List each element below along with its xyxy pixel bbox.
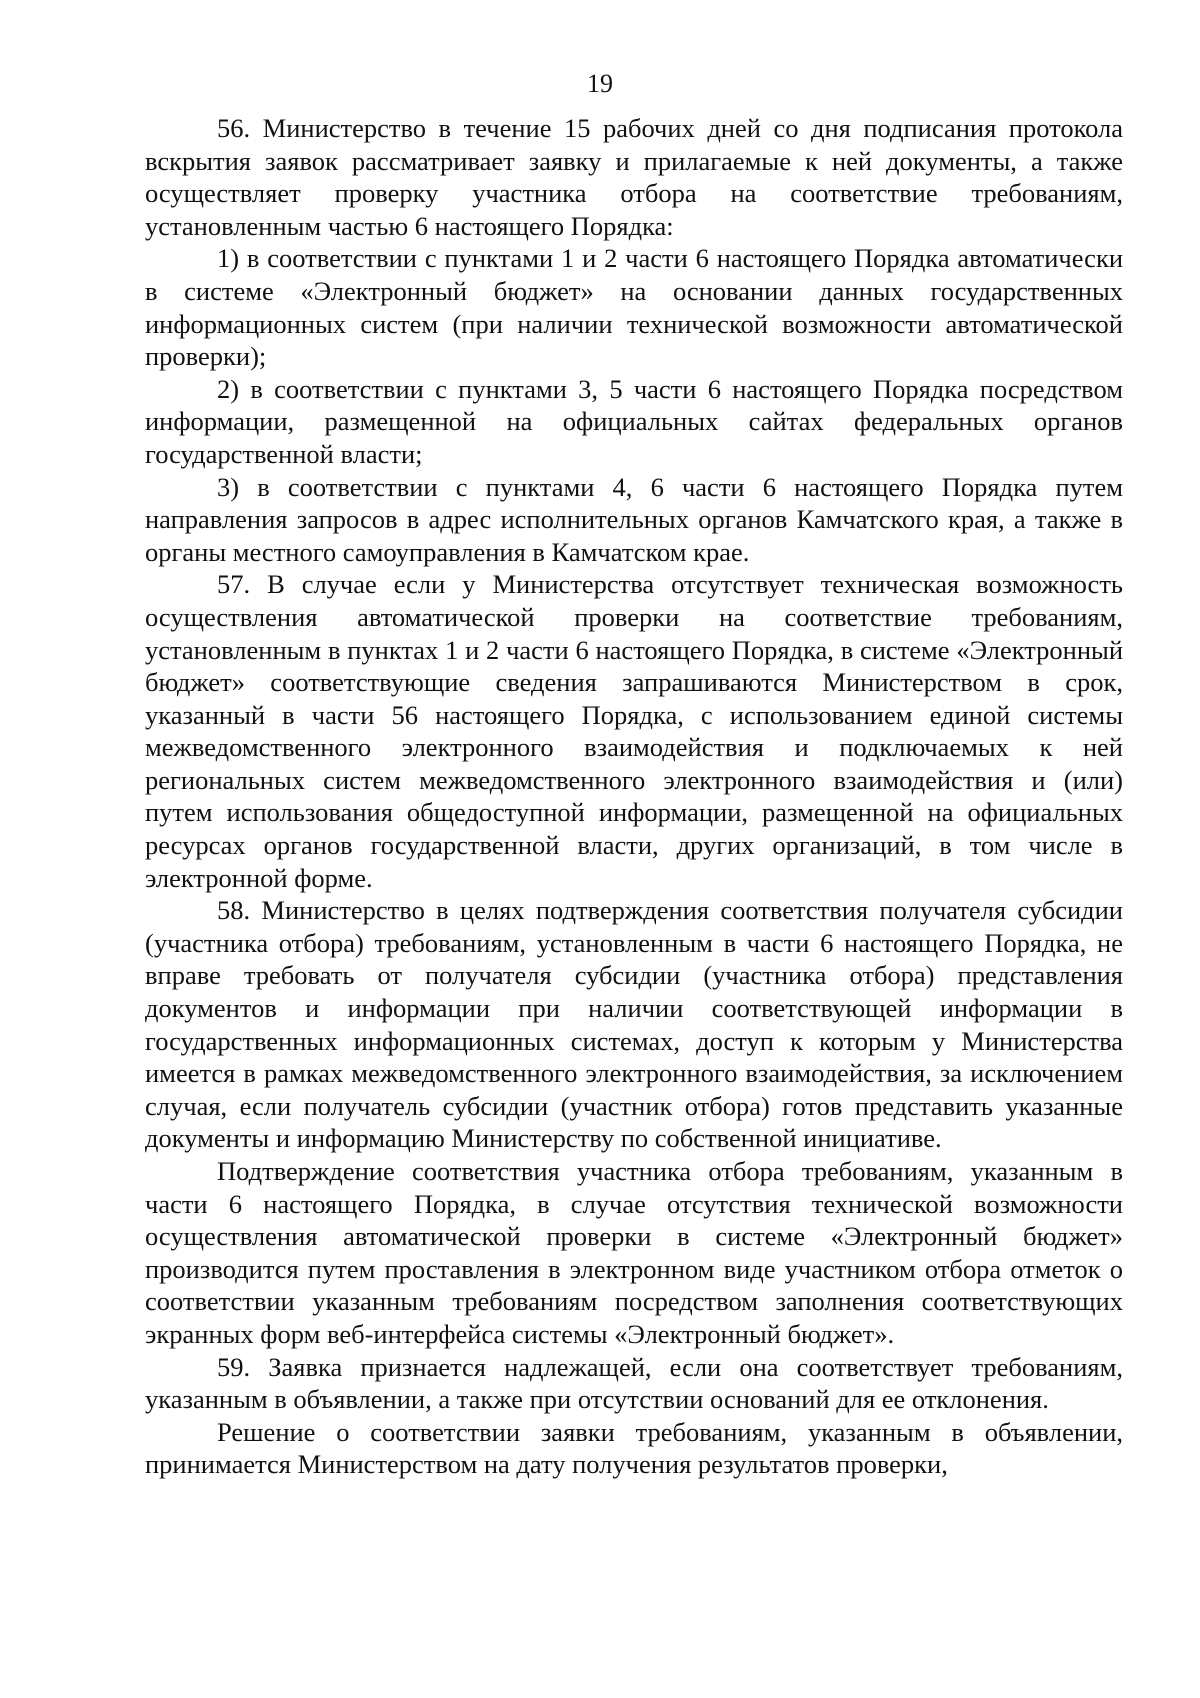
paragraph-58: 58. Министерство в целях подтверждения соответствия получателя субсидии (участника отбора) требованиям, установленным в части 6 настоящего Порядка, не вправе требовать от получателя субсидии (участника отбора) представления документов и информации при наличии соответствующей информации в государственных информационных системах, доступ к которым у Министерства имеется в рамках межведомственного электронного взаимодействия, за исключением случая, если получатель субсидии (участник отбора) готов представить указанные документы и информацию Министерству по собственной инициативе. bbox=[145, 895, 1123, 1154]
paragraph-58-confirmation: Подтверждение соответствия участника отбора требованиям, указанным в части 6 настоящего Порядка, в случае отсутствия технической возможности осуществления автоматической проверки в системе «Электронный бюджет» производится путем проставления в электронном виде участником отбора отметок о соответствии указанным требованиям посредством заполнения соответствующих экранных форм веб-интерфейса системы «Электронный бюджет». bbox=[145, 1156, 1123, 1349]
list-item-56-1: 1) в соответствии с пунктами 1 и 2 части 6 настоящего Порядка автоматически в системе «Электронный бюджет» на основании данных государственных информационных систем (при наличии технической возможности автоматической проверки); bbox=[145, 243, 1123, 372]
paragraph-57: 57. В случае если у Министерства отсутствует техническая возможность осуществления автоматической проверки на соответствие требованиям, установленным в пунктах 1 и 2 части 6 настоящего Порядка, в системе «Электронный бюджет» соответствующие сведения запрашиваются Министерством в срок, указанный в части 56 настоящего Порядка, с использованием единой системы межведомственного электронного взаимодействия и подключаемых к ней региональных систем межведомственного электронного взаимодействия и (или) путем использования общедоступной информации, размещенной на официальных ресурсах органов государственной власти, других организаций, в том числе в электронной форме. bbox=[145, 569, 1123, 893]
list-item-56-2: 2) в соответствии с пунктами 3, 5 части 6 настоящего Порядка посредством информации, размещенной на официальных сайтах федеральных органов государственной власти; bbox=[145, 373, 1123, 469]
page-number: 19 bbox=[587, 69, 613, 98]
paragraph-59-decision: Решение о соответствии заявки требованиям, указанным в объявлении, принимается Министерством на дату получения результатов проверки, bbox=[145, 1416, 1123, 1480]
document-body bbox=[145, 112, 1123, 1481]
paragraph-56: 56. Министерство в течение 15 рабочих дней со дня подписания протокола вскрытия заявок рассматривает заявку и прилагаемые к ней документы, а также осуществляет проверку участника отбора на соответствие требованиям, установленным частью 6 настоящего Порядка: bbox=[145, 113, 1123, 241]
list-item-56-3: 3) в соответствии с пунктами 4, 6 части 6 настоящего Порядка путем направления запросов в адрес исполнительных органов Камчатского края, а также в органы местного самоуправления в Камчатском крае. bbox=[145, 471, 1123, 567]
paragraph-59: 59. Заявка признается надлежащей, если она соответствует требованиям, указанным в объявлении, а также при отсутствии оснований для ее отклонения. bbox=[145, 1351, 1123, 1415]
